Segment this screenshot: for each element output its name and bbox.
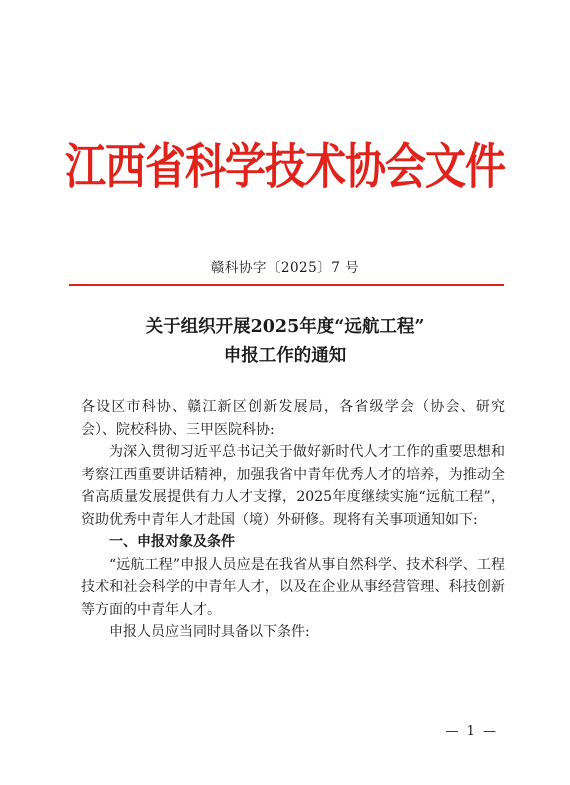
red-divider-line	[69, 284, 504, 286]
section-1-heading: 一、申报对象及条件	[109, 534, 235, 550]
section-1-paragraph-2: 申报人员应当同时具备以下条件:	[109, 624, 310, 640]
notice-body	[81, 396, 505, 644]
notice-title	[0, 313, 570, 371]
document-number: 赣科协字〔2025〕7 号	[210, 260, 360, 276]
addressee-paragraph: 各设区市科协、赣江新区创新发展局，各省级学会（协会、研究会）、院校科协、三甲医院科协:	[81, 399, 505, 438]
notice-title-line-2: 申报工作的通知	[223, 346, 347, 366]
org-header-title: 江西省科学技术协会文件	[65, 138, 505, 195]
section-1-paragraph-1: “远航工程”申报人员应是在我省从事自然科学、技术科学、工程技术和社会科学的中青年人才，以及在企业从事经营管理、科技创新等方面的中青年人才。	[81, 556, 505, 618]
intro-paragraph: 为深入贯彻习近平总书记关于做好新时代人才工作的重要思想和考察江西重要讲话精神，加强我省中青年优秀人才的培养，为推动全省高质量发展提供有力人才支撑，2025年度继续实施“远航工程”，资助优秀中青年人才赴国（境）外研修。现将有关事项通知如下:	[81, 444, 505, 528]
page-number: — 1 —	[445, 724, 498, 739]
notice-title-line-1: 关于组织开展2025年度“远航工程”	[145, 317, 425, 337]
